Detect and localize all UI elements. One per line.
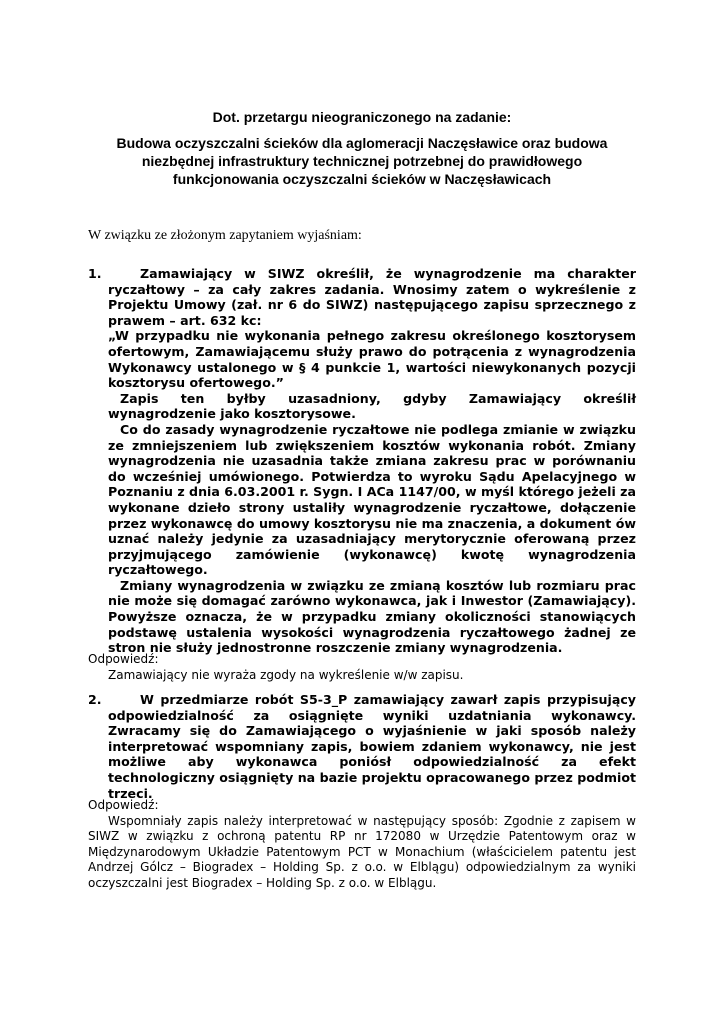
question-paragraph: Zamawiający w SIWZ określił, że wynagrodzenie ma charakter ryczałtowy – za cały zakres zadania. Wnosimy zatem o wykreślenie z Projektu Umowy (zał. nr 6 do SIWZ) następującego zapisu sprzecznego z prawem – art. 632 kc: [108, 266, 636, 328]
question-1 [88, 266, 636, 656]
answer-2 [88, 798, 636, 891]
answer-text: Wspomniały zapis należy interpretować w następujący sposób: Zgodnie z zapisem w SIWZ w związku z ochroną patentu RP nr 172080 w Urzędzie Patentowym oraz w Międzynarodowym Układzie Patentowym PCT w Monachium (właścicielem patentu jest Andrzej Gólcz – Biogradex – Holding Sp. z o.o. w Elblągu) odpowiedzialnym za wyniki oczyszczalni jest Biogradex – Holding Sp. z o.o. w Elblągu. [88, 813, 636, 890]
intro-text: W związku ze złożonym zapytaniem wyjaśniam: [88, 228, 362, 243]
document-subject [90, 108, 634, 188]
subject-line: Dot. przetargu nieograniczonego na zadanie: [212, 109, 512, 125]
question-2 [88, 692, 636, 801]
question-number: 2. [88, 692, 102, 707]
answer-text: Zamawiający nie wyraża zgody na wykreślenie w/w zapisu. [108, 667, 464, 682]
question-paragraph: Zapis ten byłby uzasadniony, gdyby Zamawiający określił wynagrodzenie jako kosztorysowe. [108, 390, 636, 422]
answer-1 [88, 652, 636, 683]
question-paragraph: W przedmiarze robót S5-3_P zamawiający zawarł zapis przypisujący odpowiedzialność za osiągnięte wyniki uzdatniania wykonawcy. Zwracamy się do Zamawiającego o wyjaśnienie w jaki sposób należy interpretować wspomniany zapis, bowiem zdaniem wykonawcy, nie jest możliwe aby wykonawca poniósł odpowiedzialność za efekt technologiczny osiągnięty na bazie projektu opracowanego przez podmiot trzeci. [108, 692, 636, 801]
subject-title: Budowa oczyszczalni ścieków dla aglomeracji Naczęsławice oraz budowa niezbędnej infrastruktury technicznej potrzebnej do prawidłowego funkcjonowania oczyszczalni ścieków w Naczęsławicach [116, 135, 608, 187]
question-paragraph: Zmiany wynagrodzenia w związku ze zmianą kosztów lub rozmiaru prac nie może się domagać zarówno wykonawca, jak i Inwestor (Zamawiający). Powyższe oznacza, że w przypadku zmiany okoliczności stanowiących podstawę ustalenia wysokości wynagrodzenia ryczałtowego żadnej ze stron nie służy jednostronne roszczenie zmiany wynagrodzenia. [108, 577, 636, 656]
question-paragraph: Co do zasady wynagrodzenie ryczałtowe nie podlega zmianie w związku ze zmniejszeniem lub zwiększeniem kosztów wykonania robót. Zmiany wynagrodzenia nie uzasadnia także zmiana zakresu prac w porównaniu do wcześniej umówionego. Potwierdza to wyroku Sądu Apelacyjnego w Poznaniu z dnia 6.03.2001 r. Sygn. I ACa 1147/00, w myśl którego jeżeli za wykonane dzieło strony ustaliły wynagrodzenie ryczałtowe, dołączenie przez wykonawcę do umowy kosztorysu nie ma znaczenia, a dokument ów uznać należy jedynie za uzasadniający merytorycznie oferowaną przez przyjmującego zamówienie (wykonawcę) kwotę wynagrodzenia ryczałtowego. [108, 421, 636, 578]
answer-label: Odpowiedź: [88, 652, 159, 666]
question-paragraph: „W przypadku nie wykonania pełnego zakresu określonego kosztorysem ofertowym, Zamawiającemu służy prawo do potrącenia z wynagrodzenia Wykonawcy ustalonego w § 4 punkcie 1, wartości niewykonanych pozycji kosztorysu ofertowego.” [108, 328, 636, 391]
question-number: 1. [88, 266, 102, 281]
answer-label: Odpowiedź: [88, 798, 159, 812]
